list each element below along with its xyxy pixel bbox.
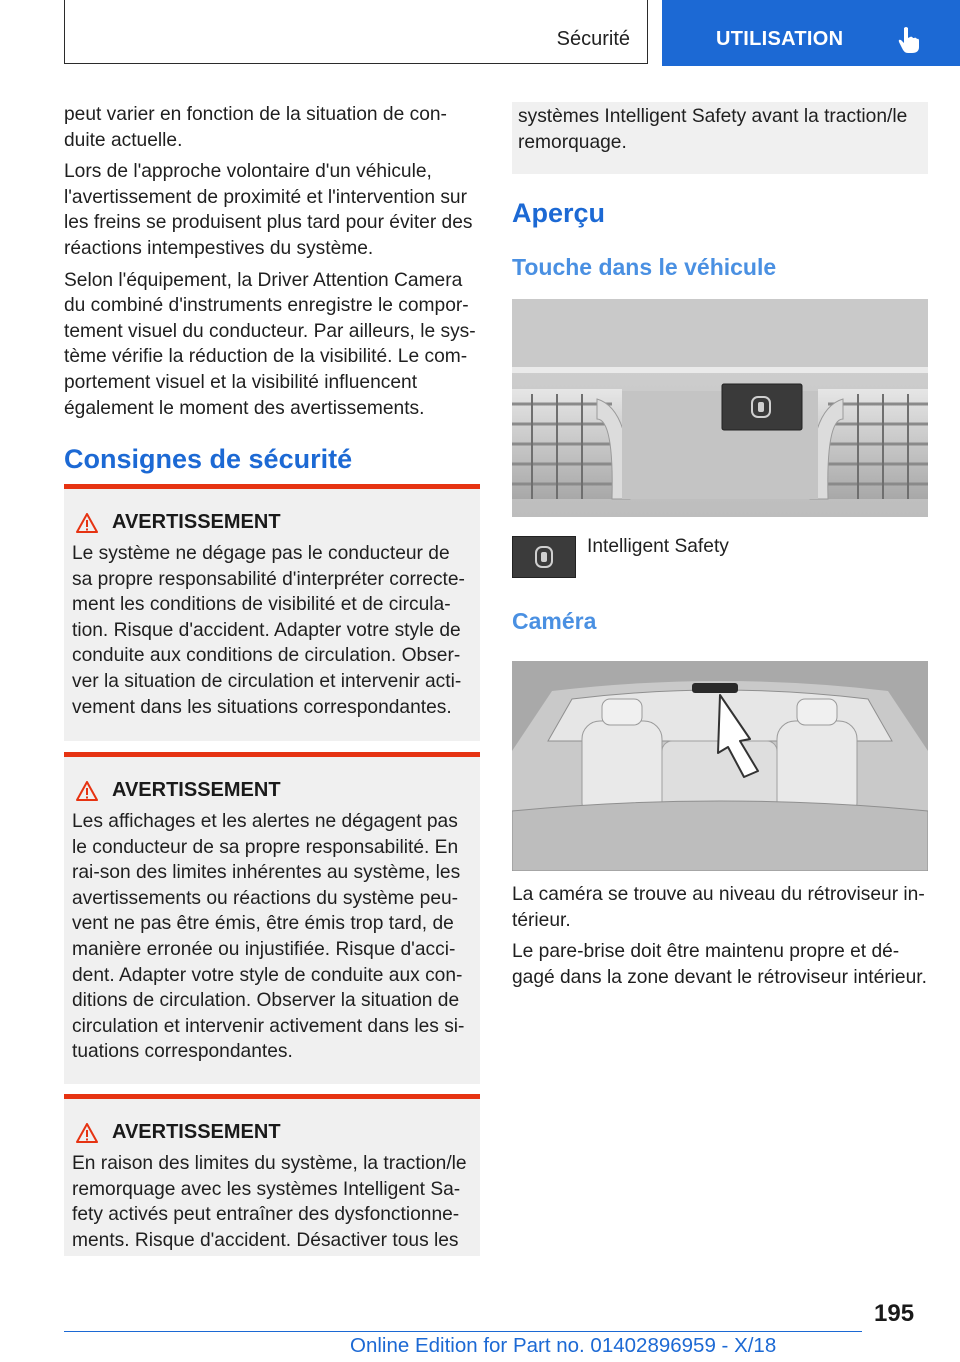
warning-box — [64, 1094, 480, 1256]
warning-title: AVERTISSEMENT — [112, 779, 281, 801]
warning-header — [76, 1121, 281, 1144]
warning-triangle-icon — [76, 513, 98, 533]
paragraph: Le pare-brise doit être maintenu propre et dé-gagé dans la zone devant le rétroviseur intérieur. — [512, 941, 927, 988]
dashboard-button-photo — [512, 299, 928, 517]
paragraph: peut varier en fonction de la situation de con-duite actuelle. — [64, 104, 447, 151]
header-section-title: Sécurité — [556, 28, 630, 50]
warning-text: systèmes Intelligent Safety avant la traction/le remorquage. — [518, 106, 908, 153]
warning-title: AVERTISSEMENT — [112, 1121, 281, 1143]
chapter-tab[interactable] — [662, 0, 960, 66]
button-caption: Intelligent Safety — [587, 536, 729, 557]
paragraph: Selon l'équipement, la Driver Attention Camera du combiné d'instruments enregistre le compor-tement visuel du conducteur. Par ailleurs, le sys-tème vérifie la réduction de la visibilité. Le com-portement visuel et la visibilité influencent également le moment des avertissements. — [64, 269, 476, 419]
hand-pointer-icon — [898, 26, 920, 54]
paragraph: Lors de l'approche volontaire d'un véhicule, l'avertissement de proximité et l'intervention sur les freins se produisent plus tard pour éviter des réactions intempestives du système. — [64, 161, 473, 259]
camera-description — [512, 882, 928, 996]
left-intro — [64, 102, 479, 427]
footer-edition: Online Edition for Part no. 01402896959 - X/18 — [350, 1334, 777, 1357]
intelligent-safety-button-icon — [512, 536, 576, 578]
subheading-button: Touche dans le véhicule — [512, 254, 777, 280]
warning-header — [76, 779, 281, 802]
subheading-camera: Caméra — [512, 608, 597, 634]
warning-title: AVERTISSEMENT — [112, 511, 281, 533]
warning-triangle-icon — [76, 1123, 98, 1143]
camera-location-photo — [512, 661, 928, 871]
warning-text: Le système ne dégage pas le conducteur de sa propre responsabilité d'interpréter correcte-ment les conditions de visibilité et de circula-tion. Risque d'accident. Adapter votre style de conduite aux conditions de circulation. Obser-ver la situation de circulation et intervenir acti-vement dans les situations correspondantes. — [72, 543, 465, 718]
paragraph: La caméra se trouve au niveau du rétroviseur in-térieur. — [512, 884, 925, 931]
warning-text: En raison des limites du système, la traction/le remorquage avec les systèmes Intelligent Sa-fety activés peut entraîner des dysfonctionne-ments. Risque d'accident. Désactiver tous les — [72, 1153, 467, 1251]
warning-triangle-icon — [76, 781, 98, 801]
footer-divider — [64, 1331, 862, 1332]
page-number: 195 — [874, 1300, 915, 1327]
warning-box — [64, 752, 480, 1084]
warning-header — [76, 511, 281, 534]
chapter-tab-label: UTILISATION — [716, 28, 844, 50]
warning-text: Les affichages et les alertes ne dégagent pas le conducteur de sa propre responsabilité. En rai-son des limites inhérentes au système, les avertissements ou réactions du système peu-vent ne pas être émis, être émis trop tard, de manière erronée ou injustifiée. Risque d'acci-dent. Adapter votre style de conduite aux con-ditions de circulation. Observer la situation de circulation et intervenir activement dans les si-tuations correspondantes. — [72, 811, 465, 1063]
section-heading-safety: Consignes de sécurité — [64, 444, 353, 474]
warning-continuation — [512, 102, 928, 174]
section-heading-overview: Aperçu — [512, 198, 606, 228]
warning-box — [64, 484, 480, 741]
